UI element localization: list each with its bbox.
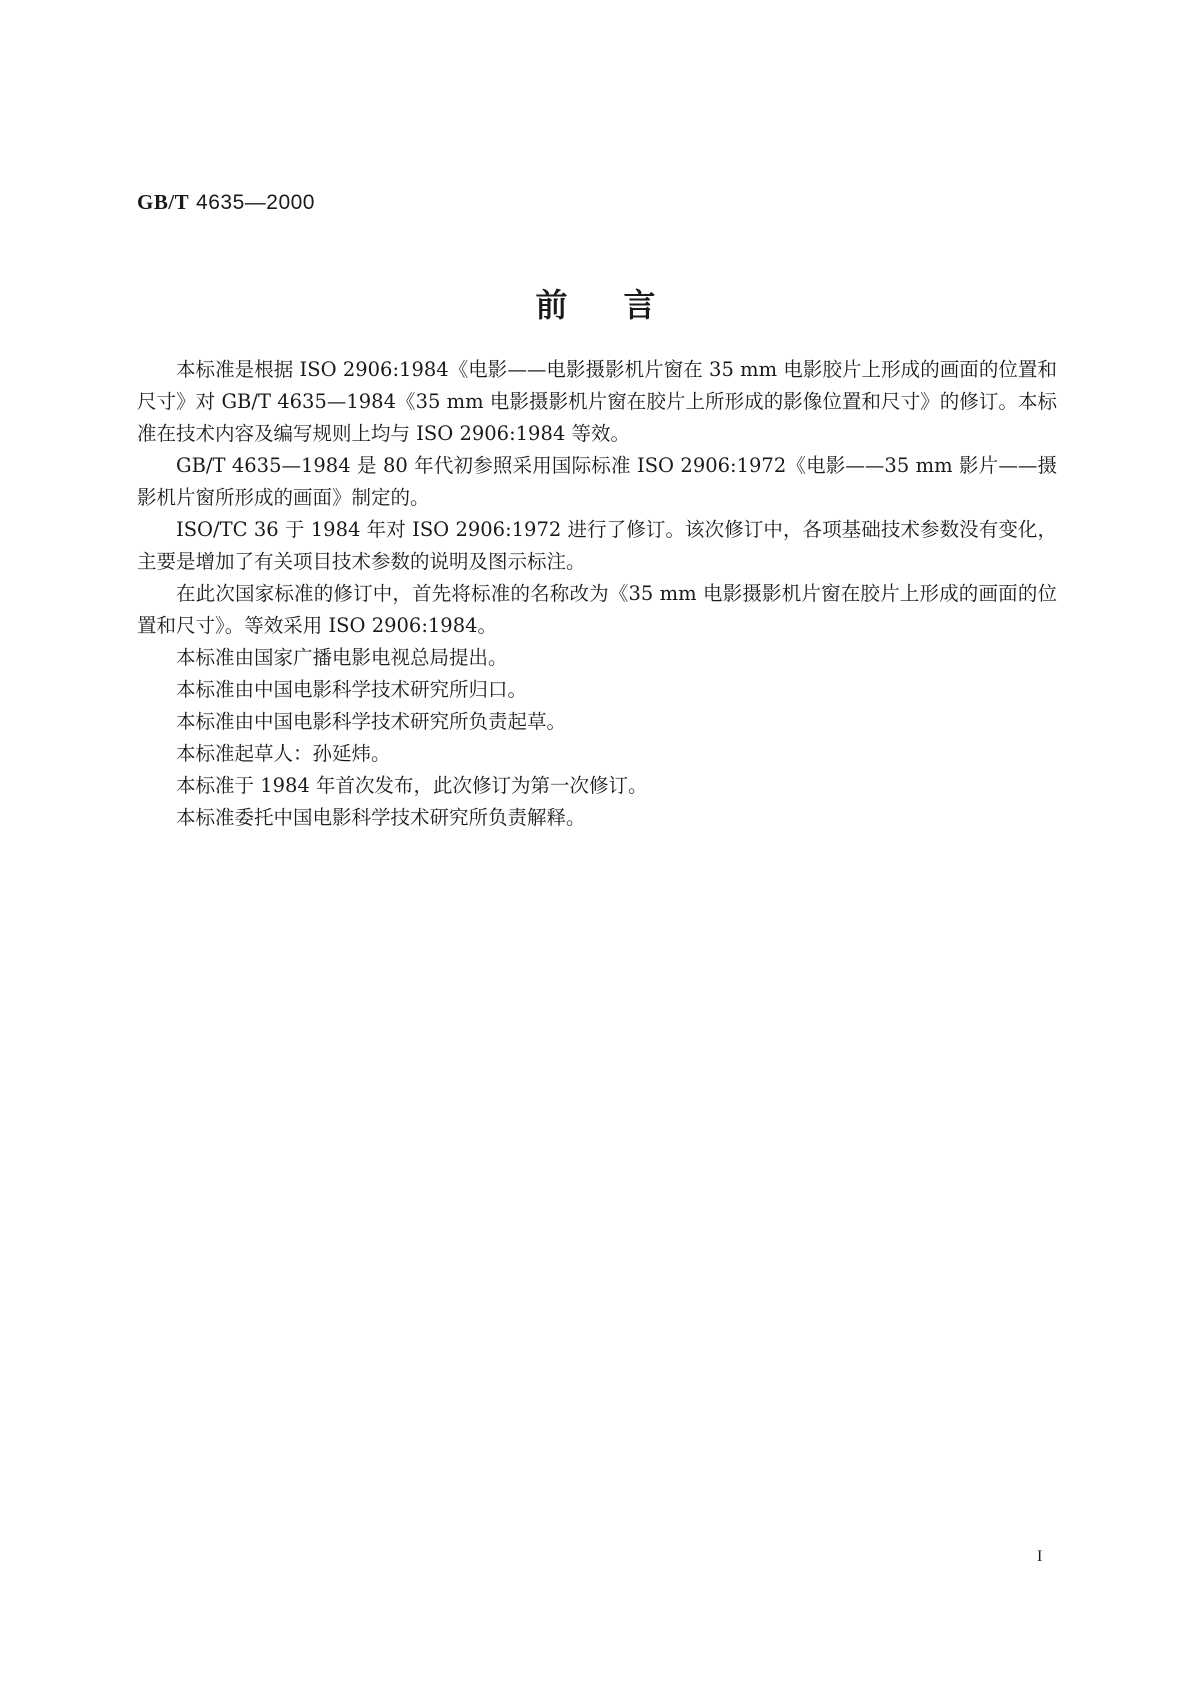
paragraph: 本标准起草人：孙延炜。 <box>176 742 391 765</box>
standard-code-number: 4635—2000 <box>196 191 315 214</box>
paragraph: ISO/TC 36 于 1984 年对 ISO 2906:1972 进行了修订。该次修订中，各项基础技术参数没有变化，主要是增加了有关项目技术参数的说明及图示标注。 <box>137 518 1057 573</box>
foreword-body <box>137 354 1057 834</box>
paragraph: GB/T 4635—1984 是 80 年代初参照采用国际标准 ISO 2906:1972《电影——35 mm 影片——摄影机片窗所形成的画面》制定的。 <box>137 454 1057 509</box>
paragraph: 本标准是根据 ISO 2906:1984《电影——电影摄影机片窗在 35 mm 电影胶片上形成的画面的位置和尺寸》对 GB/T 4635—1984《35 mm 电影摄影机片窗在胶片上所形成的影像位置和尺寸》的修订。本标准在技术内容及编写规则上均与 ISO 2906:1984 等效。 <box>137 358 1057 445</box>
paragraph: 本标准于 1984 年首次发布，此次修订为第一次修订。 <box>176 774 648 797</box>
paragraph: 本标准由国家广播电影电视总局提出。 <box>176 646 508 669</box>
paragraph: 在此次国家标准的修订中，首先将标准的名称改为《35 mm 电影摄影机片窗在胶片上形成的画面的位置和尺寸》。等效采用 ISO 2906:1984。 <box>137 582 1057 637</box>
page-number: I <box>1037 1548 1043 1565</box>
paragraph: 本标准委托中国电影科学技术研究所负责解释。 <box>176 806 586 829</box>
standard-code-prefix: GB/T <box>137 190 190 214</box>
standard-code <box>137 190 315 215</box>
page-title: 前言 <box>535 286 712 324</box>
paragraph: 本标准由中国电影科学技术研究所归口。 <box>176 678 528 701</box>
paragraph: 本标准由中国电影科学技术研究所负责起草。 <box>176 710 567 733</box>
